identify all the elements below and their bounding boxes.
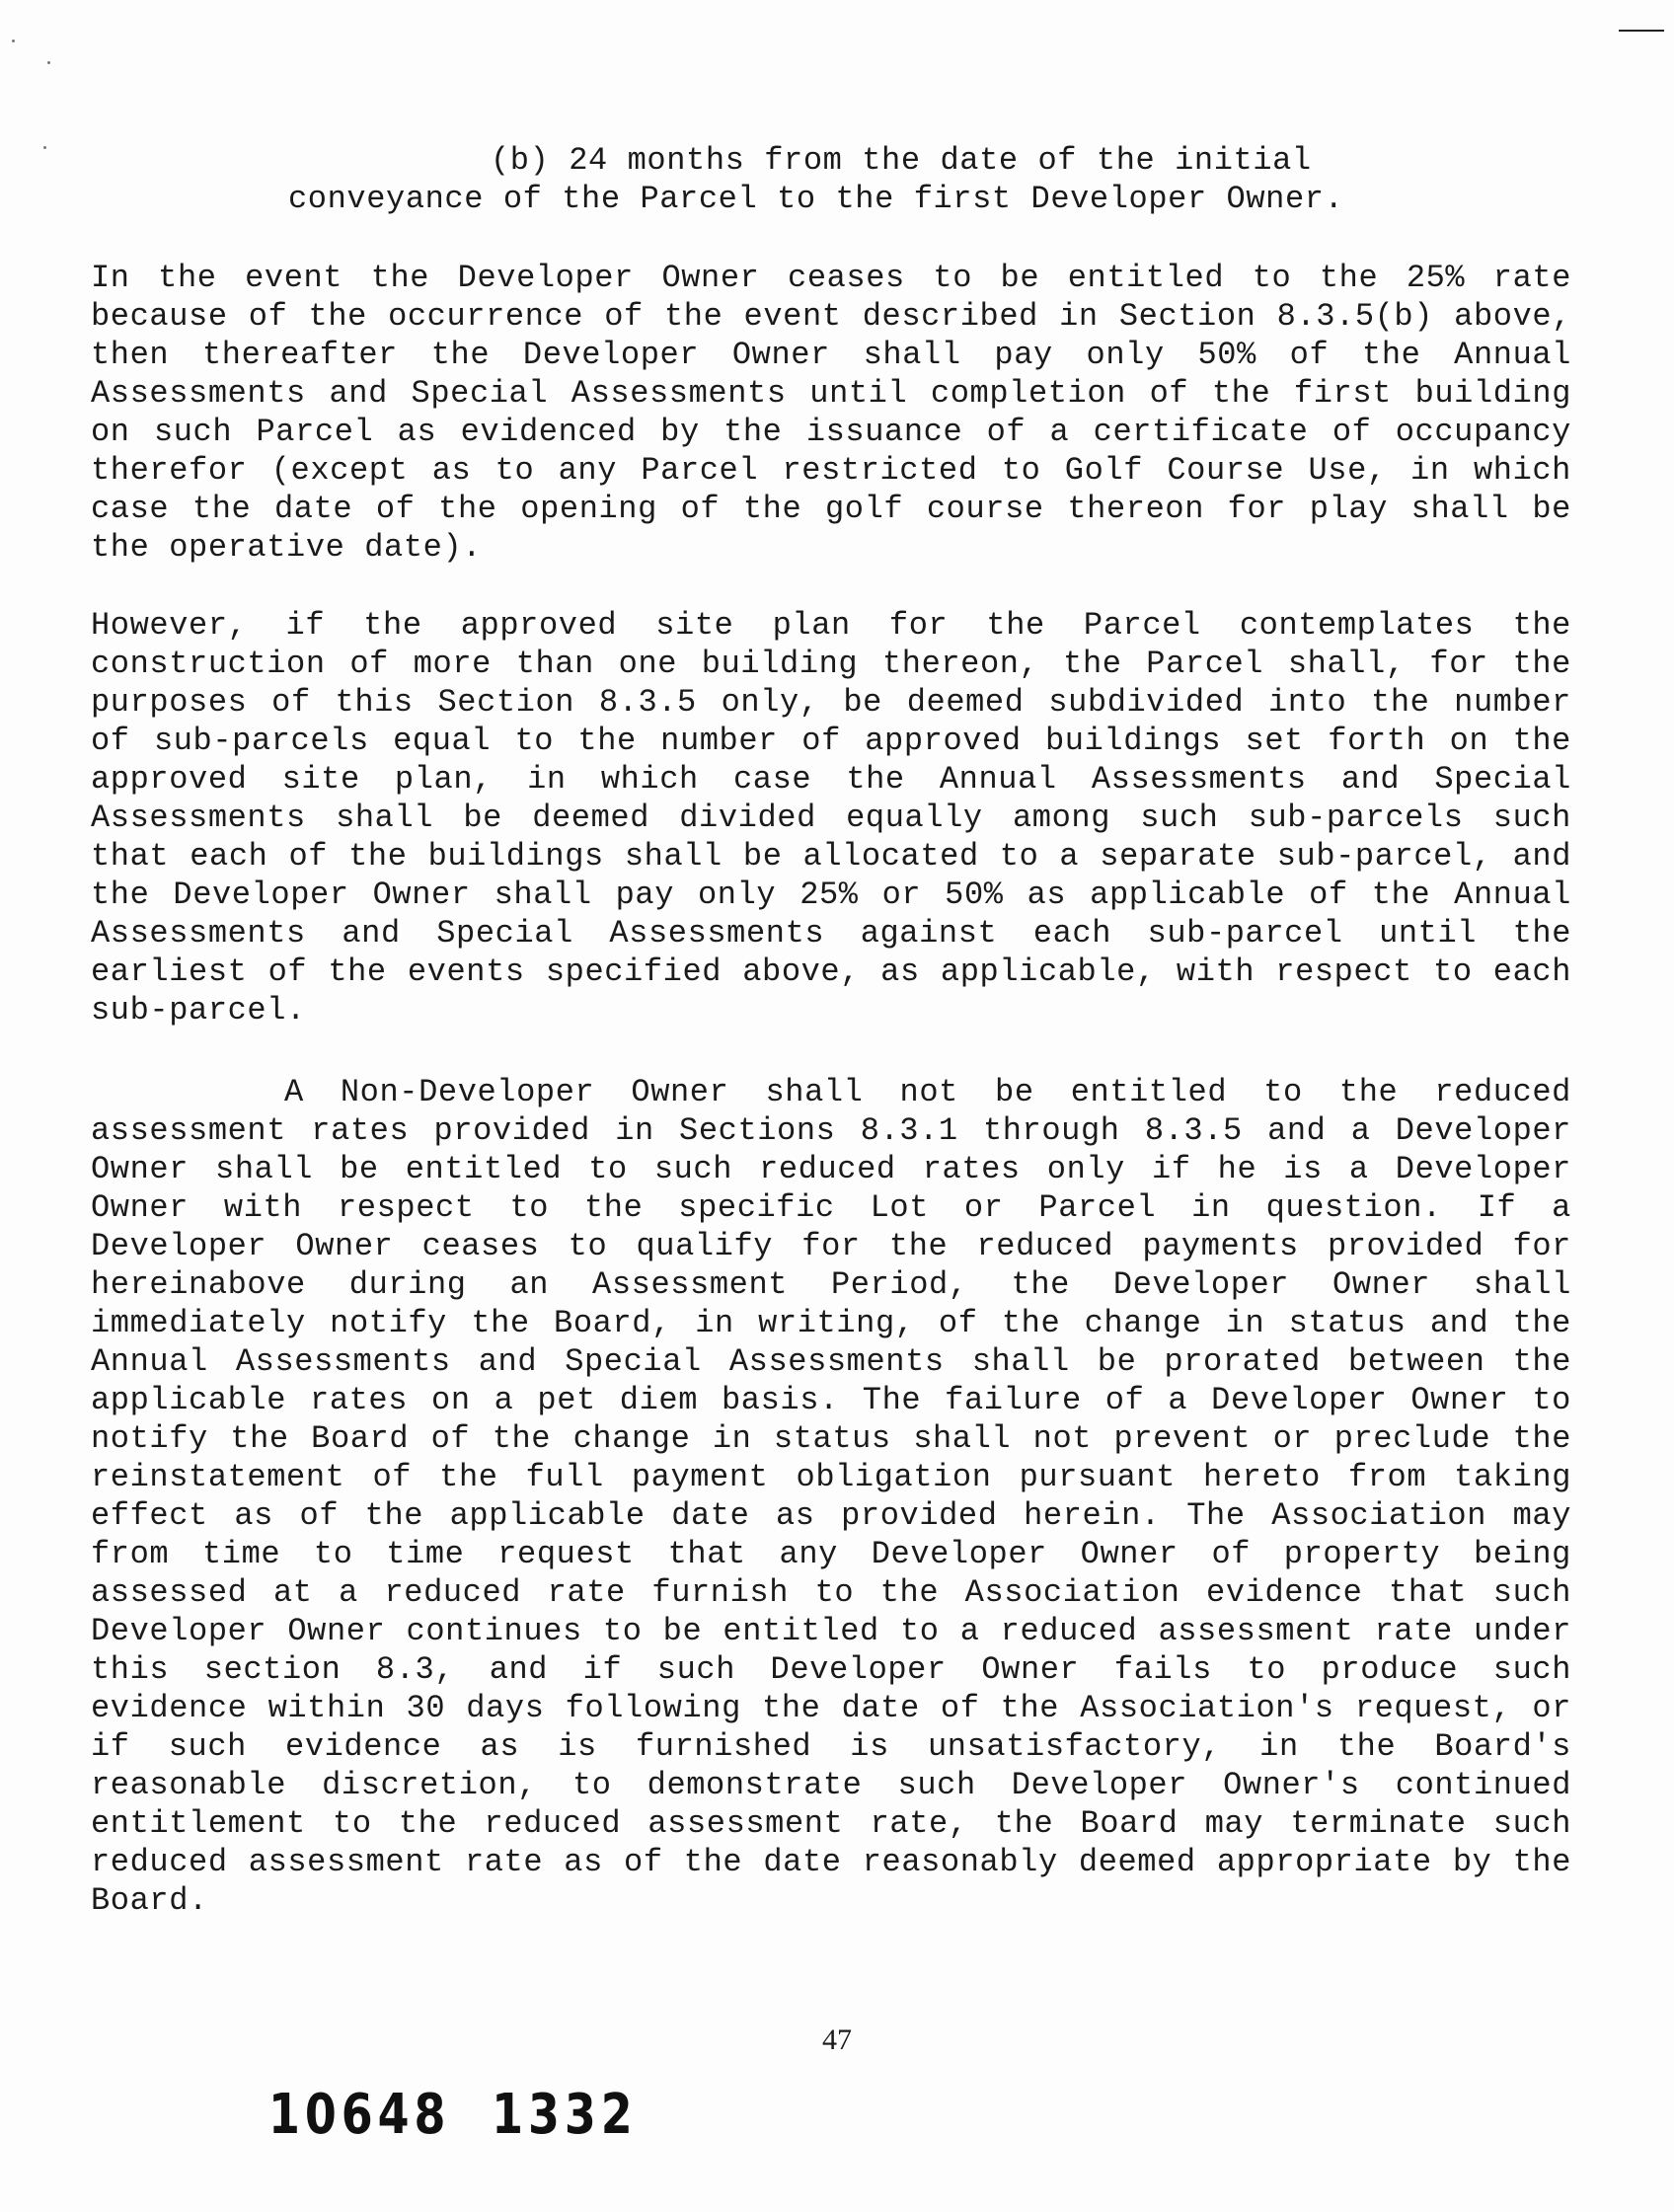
scan-speck xyxy=(47,61,50,64)
paragraph-non-developer-owner: A Non-Developer Owner shall not be entitled to the reduced assessment rates provided in Sections 8.3.1 through 8.3.5 and a Developer Owner shall be entitled to such reduced rates only if he is a Developer Owner with respect to the specific Lot or Parcel in question. If a Developer Owner ceases to qualify for the reduced payments provided for hereinabove during an Assessment Period, the Developer Owner shall immediately notify the Board, in writing, of the change in status and the Annual Assessments and Special Assessments shall be prorated between the applicable rates on a pet diem basis. The failure of a Developer Owner to notify the Board of the change in status shall not prevent or preclude the reinstatement of the full payment obligation pursuant hereto from taking effect as of the applicable date as provided herein. The Association may from time to time request that any Developer Owner of property being assessed at a reduced rate furnish to the Association evidence that such Developer Owner continues to be entitled to a reduced assessment rate under this section 8.3, and if such Developer Owner fails to produce such evidence within 30 days following the date of the Association's request, or if such evidence as is furnished is unsatisfactory, in the Board's reasonable discretion, to demonstrate such Developer Owner's continued entitlement to the reduced assessment rate, the Board may terminate such reduced assessment rate as of the date reasonably deemed appropriate by the Board. xyxy=(91,1074,1571,1919)
paragraph-reduced-rate-cessation: In the event the Developer Owner ceases to be entitled to the 25% rate because of the occurrence of the event described in Section 8.3.5(b) above, then thereafter the Developer Owner shall pay only 50% of the Annual Assessments and Special Assessments until completion of the first building on such Parcel as evidenced by the issuance of a certificate of occupancy therefor (except as to any Parcel restricted to Golf Course Use, in which case the date of the opening of the golf course thereon for play shall be the operative date). xyxy=(91,260,1571,566)
subsection-b xyxy=(288,141,1394,218)
scan-edge-mark xyxy=(1619,30,1664,32)
subsection-b-line-1: (b) 24 months from the date of the initial xyxy=(491,142,1312,179)
subsection-b-line-2: conveyance of the Parcel to the first Developer Owner. xyxy=(288,181,1344,217)
page-number: 47 xyxy=(822,2023,852,2056)
scan-speck xyxy=(12,39,15,42)
paragraph-sub-parcels: However, if the approved site plan for the Parcel contemplates the construction of more than one building thereon, the Parcel shall, for the purposes of this Section 8.3.5 only, be deemed subdivided into the number of sub-parcels equal to the number of approved buildings set forth on the approved site plan, in which case the Annual Assessments and Special Assessments shall be deemed divided equally among such sub-parcels such that each of the buildings shall be allocated to a separate sub-parcel, and the Developer Owner shall pay only 25% or 50% as applicable of the Annual Assessments and Special Assessments against each sub-parcel until the earliest of the events specified above, as applicable, with respect to each sub-parcel. xyxy=(91,607,1571,1029)
scan-speck xyxy=(43,146,46,149)
book-page-stamp: 10648 1332 xyxy=(268,2083,638,2147)
